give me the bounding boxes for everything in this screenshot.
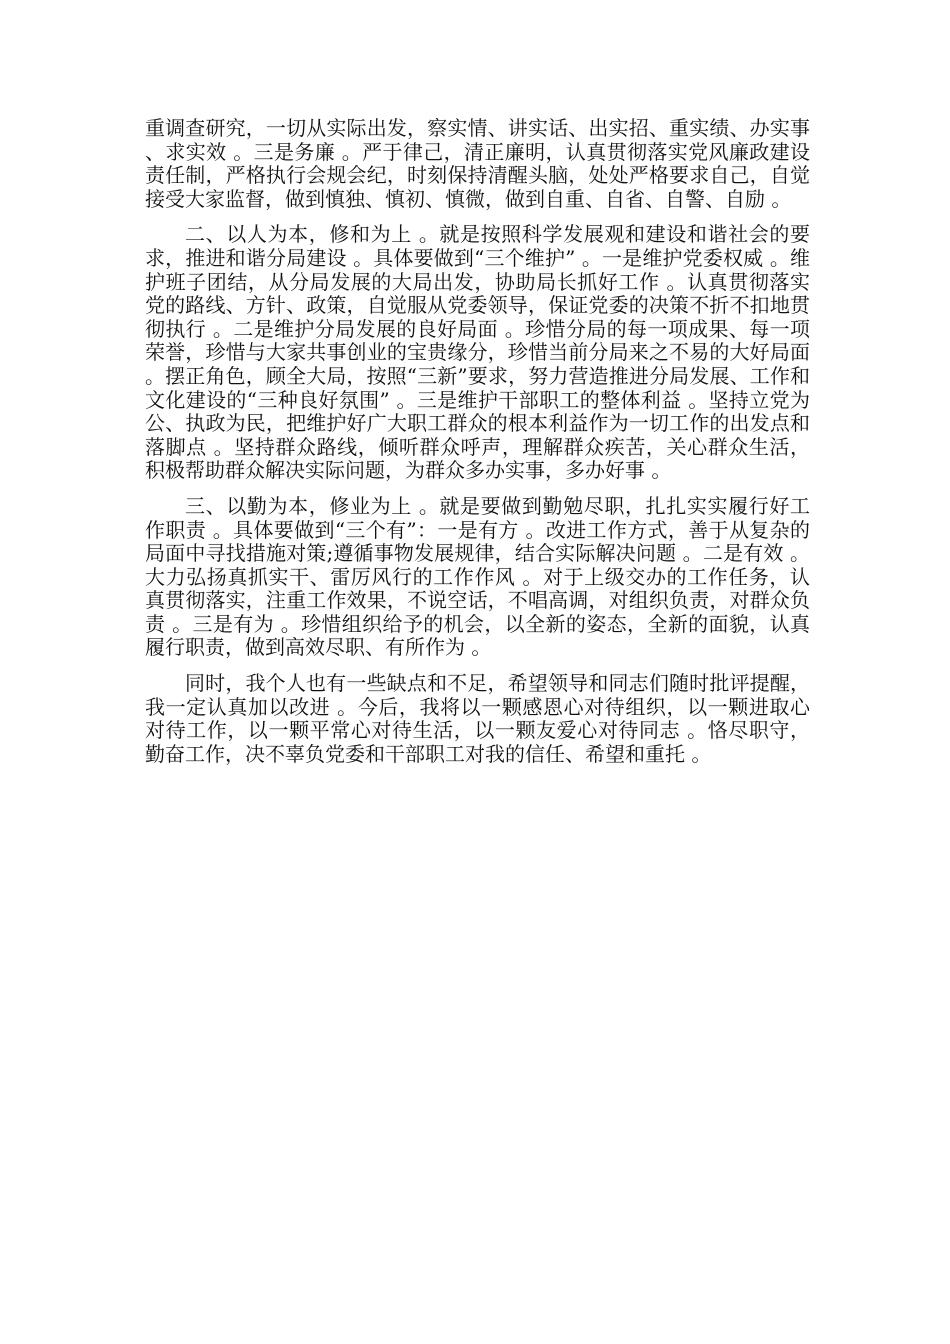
paragraph-section-three: 三、以勤为本，修业为上 。就是要做到勤勉尽职，扎扎实实履行好工作职责 。具体要做到“三个有”：一是有方 。改进工作方式，善于从复杂的局面中寻找措施对策;遵循事物发展规律，结合实际解决问题 。二是有效 。大力弘扬真抓实干、雷厉风行的工作作风 。对于上级交办的工作任务，认真贯彻落实，注重工作效果，不说空话，不唱高调，对组织负责，对群众负责 。三是有为 。珍惜组织给予的机会，以全新的姿态，全新的面貌，认真履行职责，做到高效尽职、有所作为 。 <box>145 493 810 660</box>
paragraph-closing: 同时，我个人也有一些缺点和不足，希望领导和同志们随时批评提醒，我一定认真加以改进 。今后，我将以一颗感恩心对待组织，以一颗进取心对待工作，以一颗平常心对待生活，以一颗友爱心对待同志 。恪尽职守，勤奋工作，决不辜负党委和干部职工对我的信任、希望和重托 。 <box>145 671 810 766</box>
paragraph-continuation: 重调查研究，一切从实际出发，察实情、讲实话、出实招、重实绩、办实事、求实效 。三是务廉 。严于律己，清正廉明，认真贯彻落实党风廉政建设责任制，严格执行会规会纪，时刻保持清醒头脑，处处严格要求自己，自觉接受大家监督，做到慎独、慎初、慎微，做到自重、自省、自警、自励 。 <box>145 116 810 211</box>
document-body <box>145 117 810 778</box>
paragraph-section-two: 二、以人为本，修和为上 。就是按照科学发展观和建设和谐社会的要求，推进和谐分局建设 。具体要做到“三个维护” 。一是维护党委权威 。维护班子团结，从分局发展的大局出发，协助局长抓好工作 。认真贯彻落实党的路线、方针、政策，自觉服从党委领导，保证党委的决策不折不扣地贯彻执行 。二是维护分局发展的良好局面 。珍惜分局的每一项成果、每一项荣誉，珍惜与大家共事创业的宝贵缘分，珍惜当前分局来之不易的大好局面 。摆正角色，顾全大局，按照“三新”要求，努力营造推进分局发展、工作和文化建设的“三种良好氛围” 。三是维护干部职工的整体利益 。坚持立党为公、执政为民，把维护好广大职工群众的根本利益作为一切工作的出发点和落脚点 。坚持群众路线，倾听群众呼声，理解群众疾苦，关心群众生活，积极帮助群众解决实际问题，为群众多办实事，多办好事 。 <box>145 222 810 483</box>
